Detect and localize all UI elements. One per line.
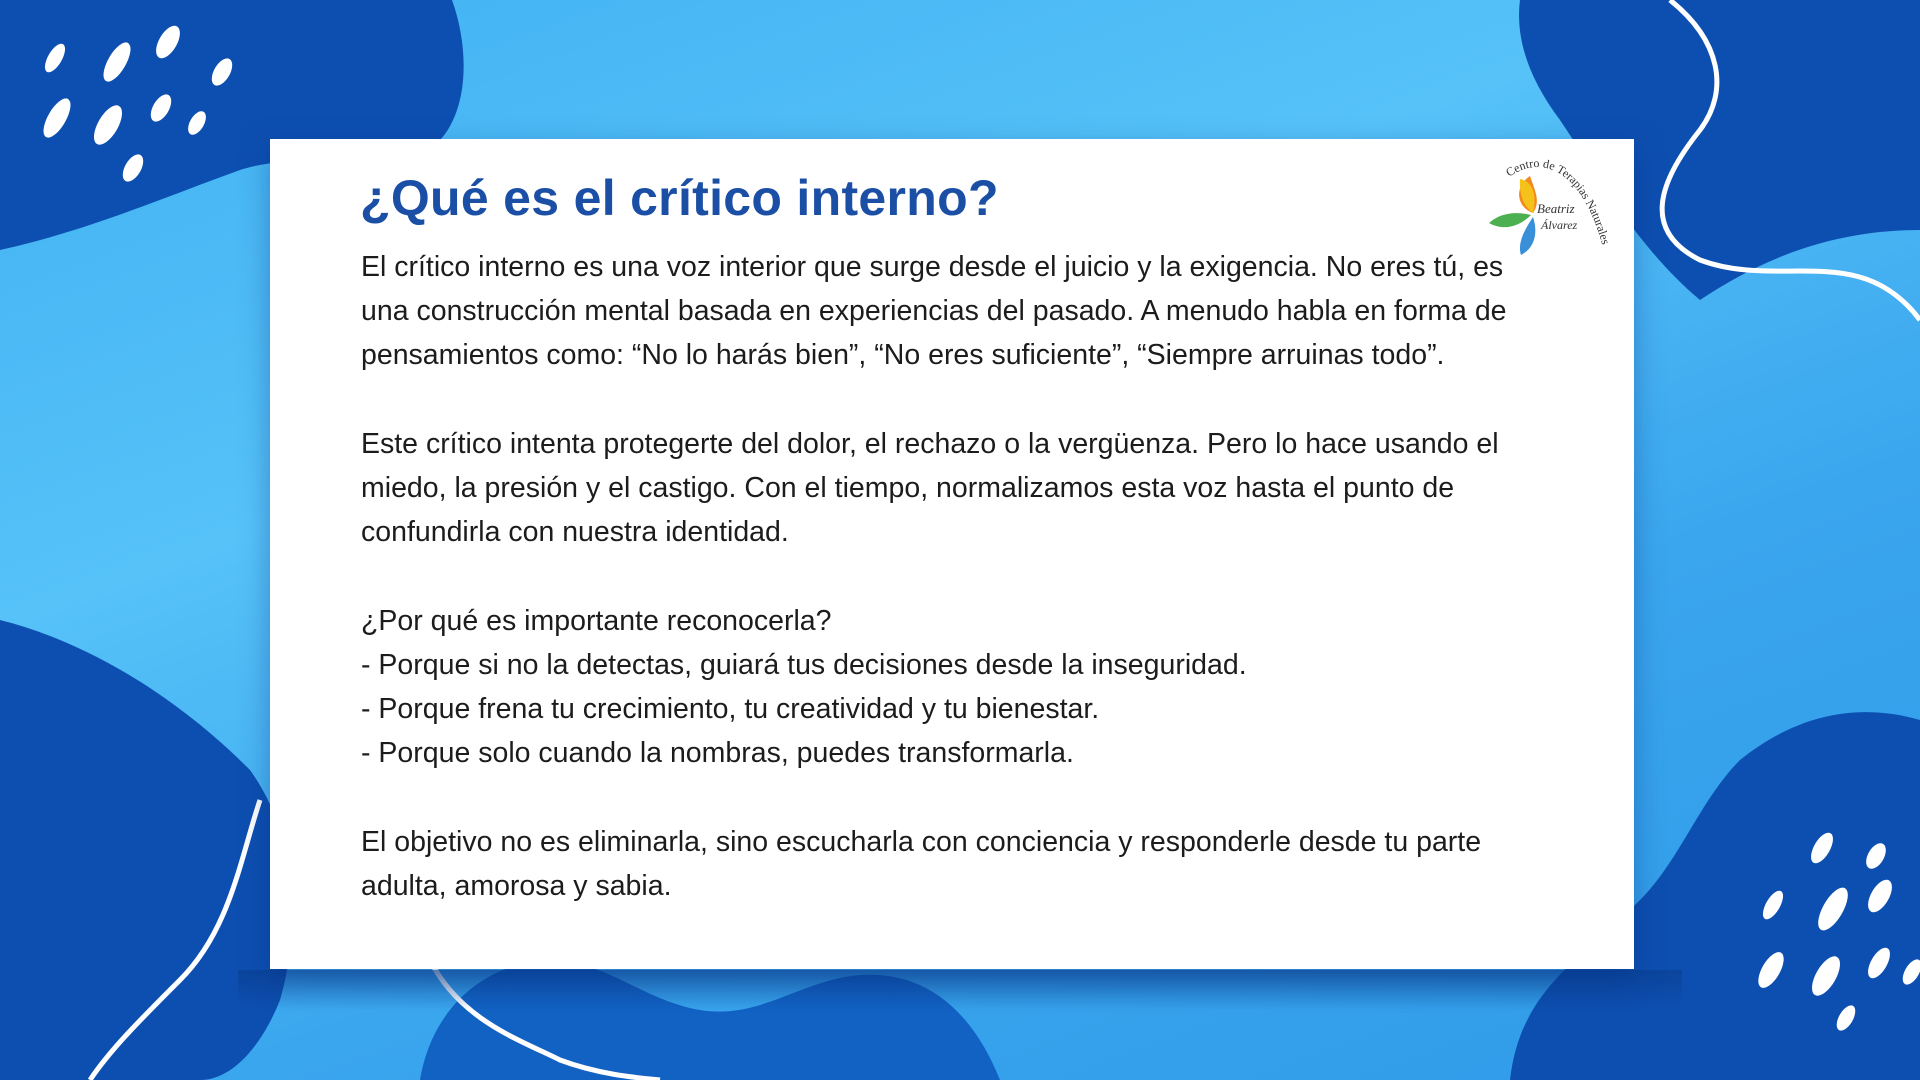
logo-petal-green [1489, 213, 1531, 227]
list-item: - Porque solo cuando la nombras, puedes transformarla. [361, 737, 1074, 770]
list-item: - Porque frena tu crecimiento, tu creatividad y tu bienestar. [361, 693, 1100, 725]
list-item: - Porque si no la detectas, guiará tus decisiones desde la inseguridad. [361, 648, 1247, 681]
closing-paragraph: El objetivo no es eliminarla, sino escucharla con conciencia y responderle desde tu parte adulta, amorosa y sabia. [361, 825, 1482, 902]
question-heading: ¿Por qué es importante reconocerla? [361, 604, 832, 637]
logo-name-line1: Beatriz [1537, 201, 1575, 216]
card-shadow [238, 970, 1682, 1010]
article-body [361, 245, 1541, 908]
logo-name-line2: Álvarez [1541, 218, 1578, 232]
paragraph-2: Este crítico intenta protegerte del dolor, el rechazo o la vergüenza. Pero lo hace usando el miedo, la presión y el castigo. Con el tiempo, normalizamos esta voz hasta el punto de confundirla con nuestra identidad. [361, 427, 1499, 549]
paragraph-1: El crítico interno es una voz interior que surge desde el juicio y la exigencia. No eres tú, es una construcción mental basada en experiencias del pasado. A menudo habla en forma de pensamientos como: “No lo harás bien”, “No eres suficiente”, “Siempre arruinas todo”. [361, 251, 1507, 372]
page-title: ¿Qué es el crítico interno? [360, 170, 999, 226]
logo-arc-text: Centro de Terapias Naturales [1503, 155, 1614, 246]
content-card [270, 139, 1634, 969]
